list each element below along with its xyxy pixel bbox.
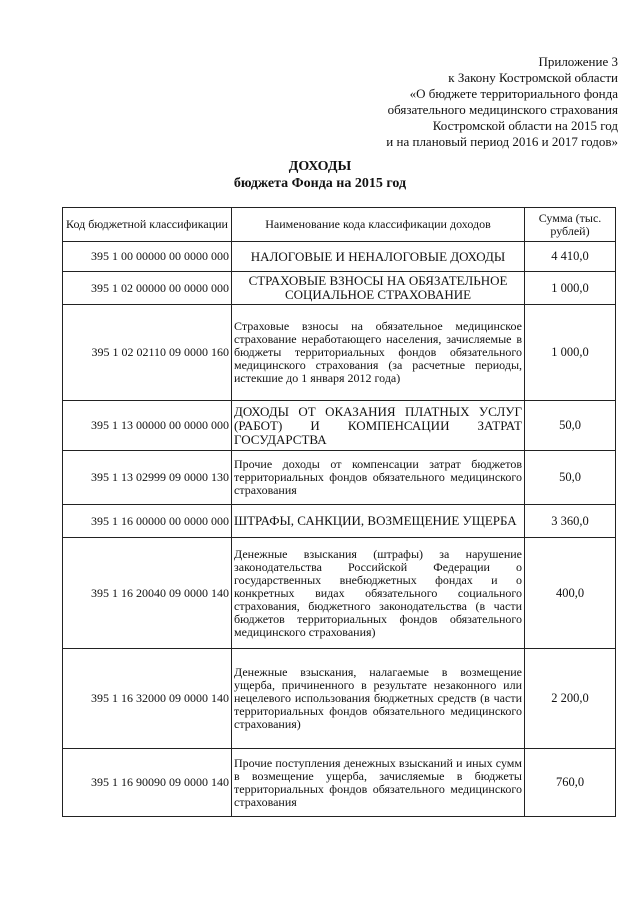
table-row: [63, 649, 616, 749]
appendix-line: обязательного медицинского страхования: [387, 102, 618, 117]
row-code: 395 1 16 90090 09 0000 140: [63, 749, 232, 817]
title-sub: бюджета Фонда на 2015 год: [233, 176, 407, 191]
document-title: [0, 158, 640, 192]
row-code: 395 1 13 02999 09 0000 130: [63, 451, 232, 505]
table-header-row: [63, 208, 616, 242]
table-row: [63, 305, 616, 401]
row-sum: 3 360,0: [525, 505, 616, 538]
table-row: [63, 242, 616, 272]
table-row: [63, 401, 616, 451]
row-name: Денежные взыскания, налагаемые в возмещение ущерба, причиненного в результате незаконного или нецелевого использования бюджетных средств (в части территориальных фондов обязательного медицинского страхования): [232, 649, 525, 749]
row-name: ШТРАФЫ, САНКЦИИ, ВОЗМЕЩЕНИЕ УЩЕРБА: [232, 505, 525, 538]
row-sum: 760,0: [525, 749, 616, 817]
row-code: 395 1 13 00000 00 0000 000: [63, 401, 232, 451]
row-sum: 400,0: [525, 538, 616, 649]
row-name: ДОХОДЫ ОТ ОКАЗАНИЯ ПЛАТНЫХ УСЛУГ (РАБОТ) И КОМПЕНСАЦИИ ЗАТРАТ ГОСУДАРСТВА: [232, 401, 525, 451]
table-row: [63, 451, 616, 505]
column-header-code: Код бюджетной классификации: [63, 208, 232, 242]
row-name: СТРАХОВЫЕ ВЗНОСЫ НА ОБЯЗАТЕЛЬНОЕ СОЦИАЛЬНОЕ СТРАХОВАНИЕ: [232, 272, 525, 305]
appendix-header: [386, 54, 618, 150]
row-name: Прочие поступления денежных взысканий и иных сумм в возмещение ущерба, зачисляемые в бюджеты территориальных фондов обязательного медицинского страхования: [232, 749, 525, 817]
row-sum: 1 000,0: [525, 272, 616, 305]
row-code: 395 1 16 00000 00 0000 000: [63, 505, 232, 538]
column-header-name: Наименование кода классификации доходов: [232, 208, 525, 242]
row-name: Прочие доходы от компенсации затрат бюджетов территориальных фондов обязательного медицинского страхования: [232, 451, 525, 505]
row-name: Денежные взыскания (штрафы) за нарушение законодательства Российской Федерации о государственных внебюджетных фондах и о конкретных видах обязательного социального страхования, бюджетного законодательства (в части бюджетов территориальных фондов обязательного медицинского страхования): [232, 538, 525, 649]
table-row: [63, 505, 616, 538]
row-code: 395 1 16 32000 09 0000 140: [63, 649, 232, 749]
row-name: Страховые взносы на обязательное медицинское страхование неработающего населения, зачисляемые в бюджеты территориальных фондов обязательного медицинского страхования (за расчетные периоды, истекшие до 1 января 2012 года): [232, 305, 525, 401]
column-header-sum: Сумма (тыс. рублей): [525, 208, 616, 242]
row-sum: 1 000,0: [525, 305, 616, 401]
appendix-line: Приложение 3: [538, 54, 618, 69]
table-row: [63, 749, 616, 817]
appendix-line: «О бюджете территориального фонда: [409, 86, 618, 101]
row-code: 395 1 02 02110 09 0000 160: [63, 305, 232, 401]
appendix-line: Костромской области на 2015 год: [432, 118, 618, 133]
table-row: [63, 538, 616, 649]
row-sum: 50,0: [525, 401, 616, 451]
row-sum: 4 410,0: [525, 242, 616, 272]
appendix-line: к Закону Костромской области: [448, 70, 618, 85]
appendix-line: и на плановый период 2016 и 2017 годов»: [386, 134, 618, 149]
row-code: 395 1 02 00000 00 0000 000: [63, 272, 232, 305]
title-main: ДОХОДЫ: [288, 159, 352, 174]
row-name: НАЛОГОВЫЕ И НЕНАЛОГОВЫЕ ДОХОДЫ: [232, 242, 525, 272]
row-code: 395 1 00 00000 00 0000 000: [63, 242, 232, 272]
row-sum: 50,0: [525, 451, 616, 505]
row-sum: 2 200,0: [525, 649, 616, 749]
table-row: [63, 272, 616, 305]
income-table: [62, 207, 616, 817]
row-code: 395 1 16 20040 09 0000 140: [63, 538, 232, 649]
